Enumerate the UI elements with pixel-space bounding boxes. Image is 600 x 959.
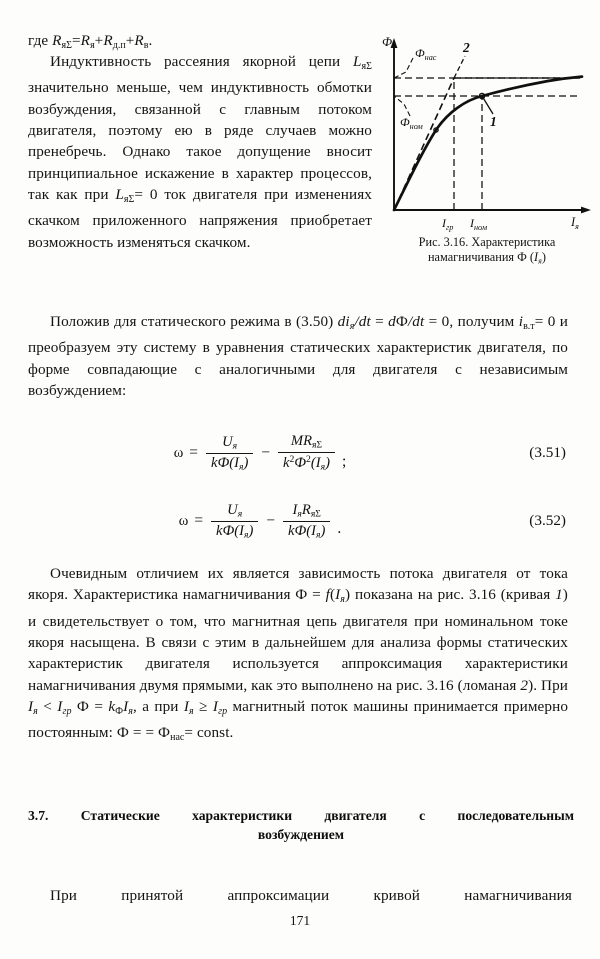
sub-sigma-4: Σ: [316, 440, 323, 452]
sym-f-1: f: [325, 586, 330, 604]
para3-part5: , а при: [133, 698, 179, 716]
sym-U-2: U: [227, 501, 238, 518]
sym-R4: R: [134, 32, 144, 49]
equation-3-52-row: [28, 492, 572, 550]
sub-v: в: [143, 39, 149, 51]
para2-part3: = 0 и преобразуем эту систему в уравнения статических характеристик двигателя, по форме совпадающие с аналогичными для двигателя с независимым возбуждением:: [28, 313, 568, 400]
sub-ya-17: я: [128, 706, 134, 718]
para1-part2: значительно меньше, чем индуктивность обмотки возбуждения, связанной с главным потоком двигателя, поэтому ею в ряде случаев можно пренебречь. Однако такое допущение вносит принципиальное искажение в характер процессов, так как при: [28, 79, 372, 204]
caption-I: I: [534, 250, 539, 265]
sup-2-a: 2: [289, 454, 295, 466]
equation-3-52: [28, 502, 492, 540]
figure-caption: [380, 235, 594, 269]
sub-ya-6: я: [232, 440, 238, 452]
sym-i-2: i: [518, 313, 524, 330]
sub-ya-5: я: [349, 320, 355, 332]
eq352-trailing: .: [337, 520, 342, 538]
curve-1-label: 1: [490, 114, 497, 129]
section-heading-3-7: [28, 806, 574, 844]
eq352-term1-num: [222, 502, 247, 521]
sym-U-1: U: [222, 433, 233, 450]
curve-ref-1: 1: [555, 586, 563, 604]
sym-k-4: k: [288, 522, 295, 539]
para2-part1: Положив для статического режима в (3.50): [50, 313, 334, 330]
sub-phi-1: Ф: [115, 706, 124, 718]
sym-phi-5: Ф: [294, 522, 307, 539]
caption-sub-ya: я: [538, 256, 542, 266]
sub-sigma-5: Σ: [315, 508, 321, 520]
expr-i-vt: [519, 313, 535, 330]
sym-I-6: I: [335, 586, 341, 604]
sub-ya-2: я: [90, 39, 95, 51]
slash-2: /: [407, 313, 413, 330]
sub-ya-7: я: [238, 461, 244, 473]
equation-3-52-expr: [179, 502, 341, 540]
sym-R2: R: [80, 32, 91, 49]
caption-line-1: Рис. 3.16. Характеристика: [418, 235, 556, 249]
equation-3-52-number: (3.52): [529, 512, 566, 529]
sym-d-4: d: [412, 313, 420, 330]
eq352-minus: −: [266, 512, 276, 529]
sub-ya-8: я: [312, 440, 317, 452]
level-nominal-label: $Ф_{ном}$: [400, 115, 423, 131]
curve-markers: [434, 93, 485, 132]
sym-k-5: k: [108, 698, 116, 716]
paragraph-approximation-start: [28, 885, 572, 906]
sub-ya-1: я: [61, 39, 67, 51]
caption-symbol: Ф (Iя): [517, 250, 547, 266]
sub-dp: д.п: [112, 39, 126, 51]
sym-k-1: k: [210, 454, 218, 471]
period-1: .: [148, 32, 153, 49]
para1-part3: = 0 ток двигателя при изменениях скачком приложенного напряжения приобретает возможность изменяться скачком.: [28, 186, 372, 251]
sym-i-1: i: [345, 313, 350, 330]
section-heading-line-1: 3.7. Статические характеристики двигателя с последовательным: [28, 808, 574, 823]
sym-I-1: I: [234, 454, 239, 471]
caption-phi: Ф: [517, 250, 527, 265]
x-axis-label: $I_я$: [571, 215, 579, 231]
sym-I-2: I: [315, 454, 321, 471]
eq351-term1: [206, 434, 253, 472]
para3-part6: магнитный поток машины принимается примерно постоянным:: [28, 698, 569, 742]
less-1: <: [43, 698, 52, 716]
sub-sigma-3: Σ: [128, 194, 135, 206]
sub-ya-14: я: [316, 529, 321, 541]
sub-ya-11: я: [243, 529, 249, 541]
sym-I-10: I: [183, 698, 190, 716]
eq352-equals: =: [194, 512, 203, 529]
sym-R-5: R: [303, 433, 312, 450]
symbol-L-ya-sigma-1: [353, 53, 372, 70]
sub-ya-12: я: [297, 508, 302, 520]
sub-sigma-1: Σ: [66, 39, 72, 51]
sub-ya-4: я: [123, 194, 129, 206]
paragraph-inductance: [28, 51, 372, 253]
para3-part3: ) и свидетельствует о том, что магнитная цепь двигателя при номинальном токе якоря насыщена. В связи с этим в дальнейшем для анализа формы статических характеристик двигателя используется аппроксимация характеристики намагничивания двумя прямыми, как это выполнено на рис. 3.16 (ломаная: [28, 586, 568, 694]
sym-phi-3: Ф: [294, 454, 307, 471]
sub-ya-16: я: [33, 706, 38, 718]
sym-I-11: I: [212, 698, 219, 716]
equation-3-51-expr: [174, 433, 347, 472]
sub-ya-13: я: [310, 508, 316, 520]
expr-condition-1: [28, 698, 72, 718]
zero-1: 0: [441, 313, 450, 330]
sym-I-8: I: [57, 698, 63, 716]
para2-part2: получим: [457, 313, 515, 330]
sym-I-5: I: [311, 522, 317, 539]
eq351-term2-den: $k^2Ф^2(Iя)$: [278, 452, 335, 473]
sym-phi-2: Ф: [217, 454, 230, 471]
sub-ya-18: я: [189, 706, 194, 718]
slash-1: /: [354, 313, 359, 330]
curve-2-approximation: [394, 78, 580, 210]
paragraph-static-mode: [28, 311, 568, 401]
expr-phi-eq: Ф =: [116, 724, 142, 742]
equation-3-51-row: [28, 424, 572, 482]
sub-nas-1: нас: [170, 732, 185, 744]
sym-t-2: t: [420, 313, 425, 330]
para4-text: При принятой аппроксимации кривой намагничивания: [50, 887, 572, 904]
paragraph-magnetization: [28, 563, 568, 749]
eq-sign-1: =: [72, 32, 81, 49]
para3-part2: показана на рис. 3.16 (кривая: [354, 586, 551, 604]
tick-label-i-nom: $I_{ном}$: [470, 216, 488, 232]
eq351-term2: [278, 433, 335, 472]
sym-R3: R: [103, 32, 113, 49]
eq351-minus: −: [261, 444, 270, 461]
sym-d-3: d: [388, 313, 396, 330]
eq351-term2-num: [286, 433, 327, 452]
sup-2-b: 2: [306, 454, 311, 466]
equation-3-51: [28, 433, 492, 472]
sub-sigma-2: Σ: [366, 60, 372, 72]
sym-M-1: M: [290, 433, 304, 450]
page-number: 171: [289, 913, 311, 928]
sym-d-2: d: [358, 313, 367, 330]
sym-t-1: t: [366, 313, 371, 330]
eq351-trailing: ;: [341, 452, 347, 470]
sym-phi-7: Ф: [76, 698, 89, 716]
sym-d-1: d: [337, 313, 346, 330]
tick-label-i-gr: $I_{гр}$: [442, 216, 454, 232]
para1-part1: Индуктивность рассеяния якорной цепи: [50, 53, 341, 70]
eq351-omega: ω: [173, 444, 184, 461]
equation-3-51-number: (3.51): [529, 444, 566, 461]
sub-ya-15: я: [340, 594, 346, 606]
sub-gr-1: гр: [62, 706, 72, 718]
eq351-term1-num: [217, 434, 242, 453]
y-axis-label: Ф: [382, 35, 393, 49]
expr-phi-nas-const: = $Ф_{нас}$: [145, 724, 185, 744]
expr-phi-k-I: $Ф = k_ФIя$: [76, 698, 134, 718]
leader-lines: [394, 56, 493, 116]
sub-ya-9: я: [320, 461, 326, 473]
sub-vt: в.т: [523, 320, 535, 332]
eq352-term1: [211, 502, 258, 540]
eq352-term1-den: kФ(Iя): [211, 521, 258, 541]
level-saturation-label: $Ф_{нас}$: [415, 46, 437, 62]
sym-I-3: I: [239, 522, 244, 539]
eq352-term2-den: kФ(Iя): [283, 521, 330, 541]
where-formula: $R_{я\Sigma}=R_я+R_{д.п}+R_в$.: [52, 32, 153, 51]
sym-R-6: R: [301, 501, 311, 518]
sym-phi-1: Ф: [395, 313, 408, 330]
curve-ref-2: 2: [520, 676, 529, 694]
expr-di-dt: diя/dt = dФ/dt = 0,: [337, 313, 454, 332]
eq352-omega: ω: [178, 512, 189, 529]
curve-2-label: 2: [463, 40, 470, 55]
sym-phi-4: Ф: [222, 522, 235, 539]
caption-line-2: намагничивания: [427, 250, 515, 265]
geq-1: ≥: [199, 698, 208, 716]
sub-ya-10: я: [237, 508, 243, 520]
para3-part1: Очевидным отличием их является зависимость потока двигателя от тока якоря. Характеристика намагничивания: [28, 565, 568, 604]
eq351-equals: =: [189, 444, 198, 461]
sub-ya-3: я: [361, 60, 367, 72]
expr-phi-f-I: Ф = f(Iя): [295, 586, 351, 606]
section-heading-line-2: возбуждением: [257, 827, 345, 842]
sym-phi-8: Ф: [116, 724, 129, 742]
eq351-term1-den: kФ(Iя): [206, 453, 253, 473]
eq352-term2-num: [288, 502, 326, 521]
sym-R1: R: [52, 32, 62, 49]
sym-L-2: L: [115, 186, 124, 204]
sym-k-2: k: [283, 454, 290, 471]
sym-I-9: I: [123, 698, 129, 716]
eq352-term2: [283, 502, 330, 540]
symbol-L-ya-sigma-2: [115, 186, 135, 206]
sym-I-7: I: [28, 698, 34, 716]
sym-phi-6: Ф: [295, 586, 308, 604]
para3-part7: = const.: [184, 724, 234, 742]
expr-condition-2: [183, 698, 228, 718]
magnetization-curve-plot: [380, 30, 592, 240]
sym-phi-9: Ф: [158, 724, 171, 742]
where-label: где: [28, 32, 49, 49]
sym-I-4: I: [292, 501, 298, 518]
sym-k-3: k: [216, 522, 223, 539]
sub-gr-2: гр: [218, 706, 228, 718]
sym-L-1: L: [353, 53, 362, 70]
para3-part4: ). При: [528, 676, 569, 694]
